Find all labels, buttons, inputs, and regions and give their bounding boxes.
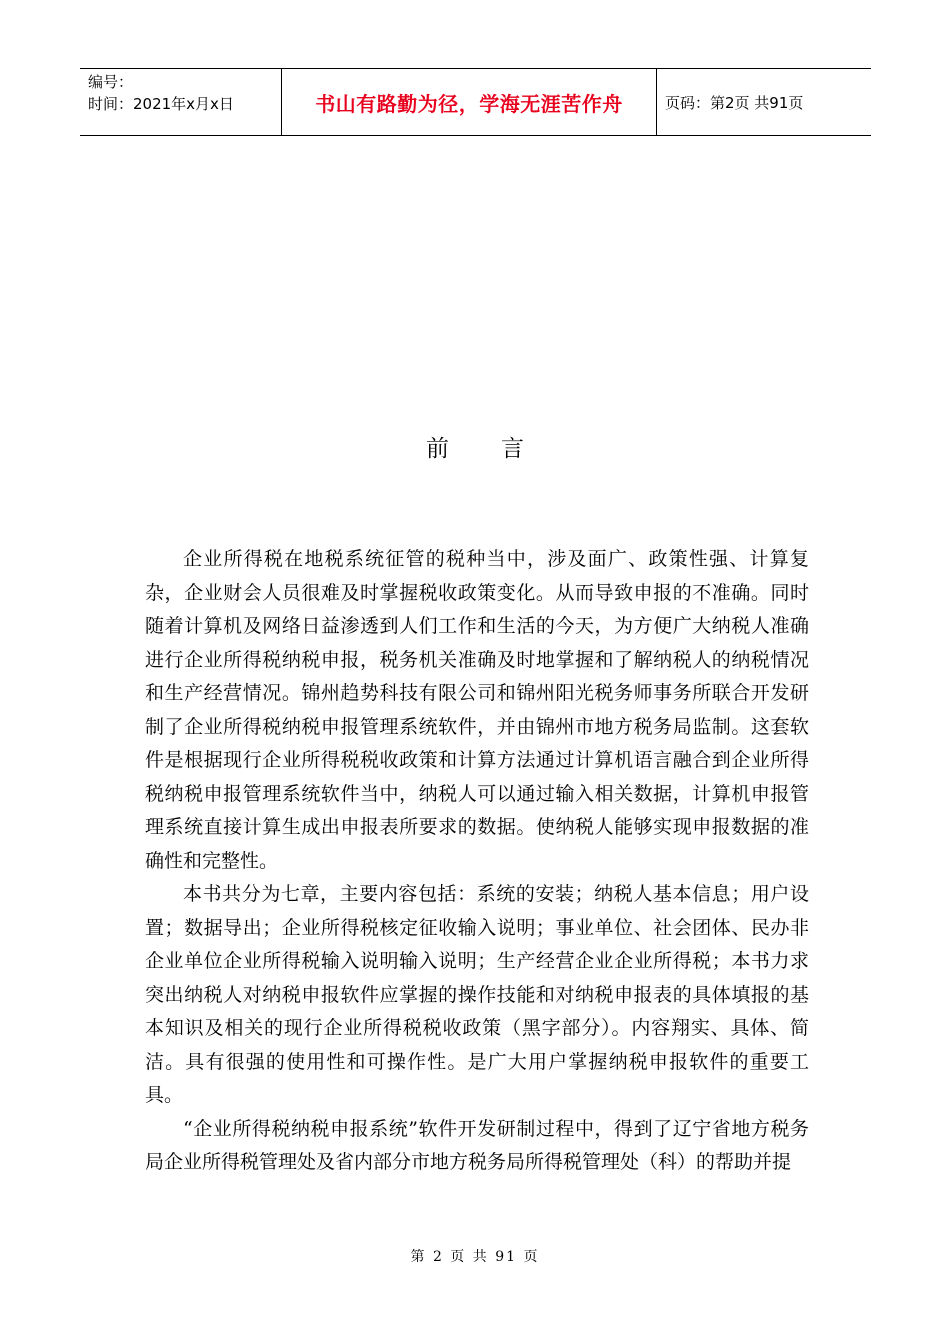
paragraph: 企业所得税在地税系统征管的税种当中，涉及面广、政策性强、计算复杂，企业财会人员很难及时掌握税收政策变化。从而导致申报的不准确。同时随着计算机及网络日益渗透到人们工作和生活的今天，为方便广大纳税人准确进行企业所得税纳税申报，税务机关准确及时地掌握和了解纳税人的纳税情况和生产经营情况。锦州趋势科技有限公司和锦州阳光税务师事务所联合开发研制了企业所得税纳税申报管理系统软件，并由锦州市地方税务局监制。这套软件是根据现行企业所得税税收政策和计算方法通过计算机语言融合到企业所得税纳税申报管理系统软件当中，纳税人可以通过输入相关数据，计算机申报管理系统直接计算生成出申报表所要求的数据。使纳税人能够实现申报数据的准确性和完整性。 bbox=[145, 548, 809, 872]
page-title: 前言 bbox=[426, 436, 576, 462]
page-header bbox=[80, 68, 871, 136]
header-page-info: 页码：第2页 共91页 bbox=[665, 93, 804, 112]
paragraph: 本书共分为七章，主要内容包括：系统的安装；纳税人基本信息；用户设置；数据导出；企业所得税核定征收输入说明；事业单位、社会团体、民办非企业单位企业所得税输入说明输入说明；生产经营企业企业所得税；本书力求突出纳税人对纳税申报软件应掌握的操作技能和对纳税申报表的具体填报的基本知识及相关的现行企业所得税税收政策（黑字部分）。内容翔实、具体、简洁。具有很强的使用性和可操作性。是广大用户掌握纳税申报软件的重要工具。 bbox=[145, 883, 809, 1106]
header-motto: 书山有路勤为径，学海无涯苦作舟 bbox=[281, 69, 657, 135]
document-body bbox=[145, 543, 809, 1180]
document-code-label: 编号： bbox=[88, 73, 134, 91]
page-footer: 第 2 页 共 91 页 bbox=[410, 1249, 540, 1265]
document-time: 时间：2021年x月x日 bbox=[88, 95, 234, 113]
header-meta bbox=[80, 69, 281, 135]
paragraph: “企业所得税纳税申报系统”软件开发研制过程中，得到了辽宁省地方税务局企业所得税管理处及省内部分市地方税务局所得税管理处（科）的帮助并提 bbox=[145, 1117, 809, 1173]
